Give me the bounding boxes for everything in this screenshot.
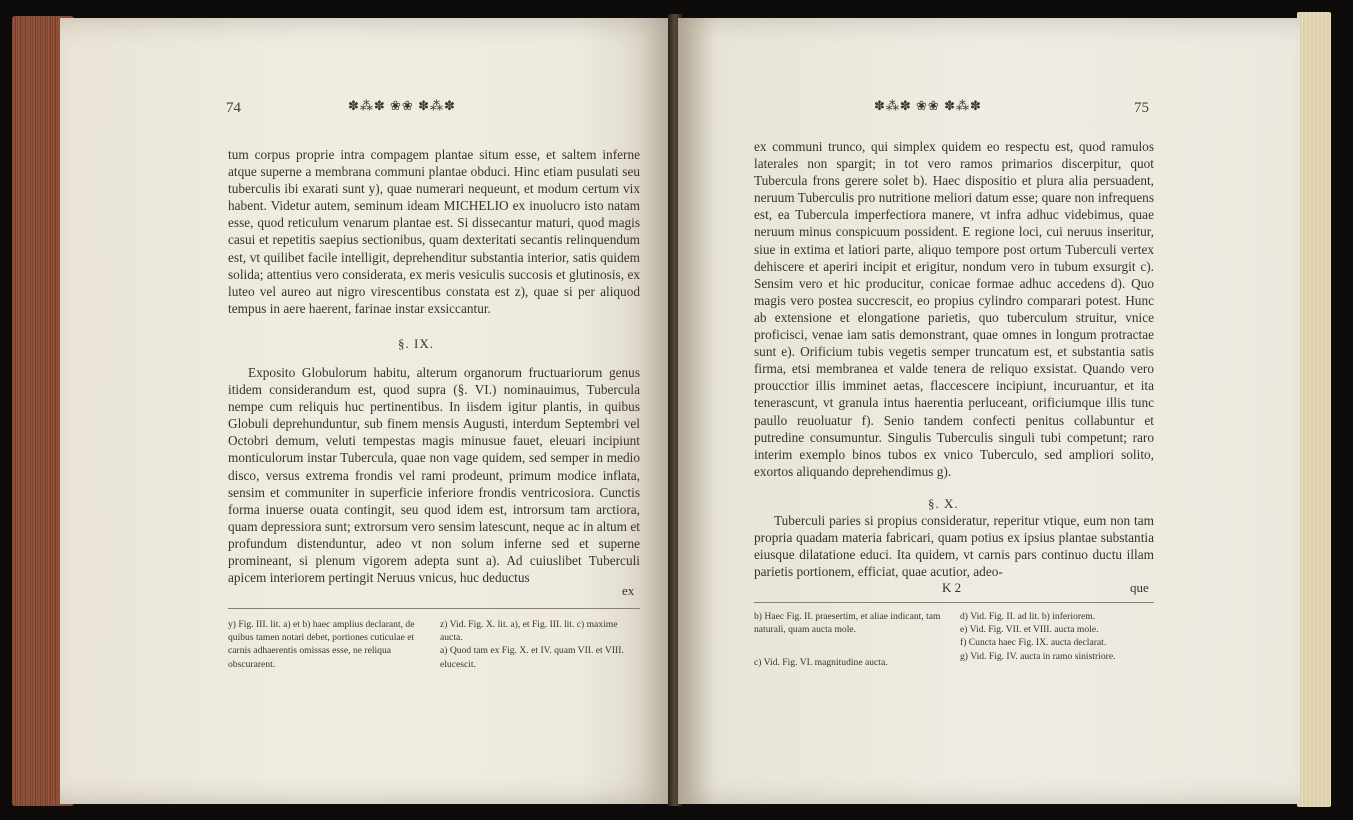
footnote: g) Vid. Fig. IV. aucta in ramo sinistriore. <box>960 650 1116 662</box>
left-text-block-2 <box>228 364 640 586</box>
right-header <box>678 100 1300 122</box>
left-page-number: 74 <box>226 100 241 116</box>
footnote: b) Haec Fig. II. praesertim, et aliae indicant, tam naturali, quam aucta mole. <box>754 611 941 636</box>
footnotes-left-column <box>754 610 944 670</box>
paragraph: tum corpus proprie intra compagem plantae situm esse, et saltem inferne atque superne a membrana communi plantae obduci. Hinc etiam pusulati seu tuberculis ibi exarati sunt y), quae numerari nequeunt, et modum certum vix habent. Videtur autem, seminum ideam MICHELIO ex inuolucro isto natam esse, quod reticulum venarum plantae est. Si dissecantur maturi, quod magis casui et repetitis saepius sectionibus, quam dexteritati secantis relinquendum est, vt quilibet facile intelligit, deprehenditur substantia interior, satis quidem solida; attentius vero considerata, ex meris vesiculis succosis et glutinosis, ex luteo vel aureo aut nigro virescentibus constata est z), quae si per aliquod tempus in aere haerent, farinae instar exsiccantur. <box>228 147 640 316</box>
right-page <box>678 18 1300 804</box>
signature-mark: K 2 <box>942 580 962 595</box>
footnote: y) Fig. III. lit. a) et b) haec amplius declarant, de quibus tamen notari debet, portiones cuticulae et carnis adhaerentis omissas esse, ne reliqua obscurarent. <box>228 619 415 670</box>
left-page <box>60 18 672 804</box>
paragraph: Tuberculi paries si propius consideratur, reperitur vtique, eum non tam propria quadam materia fabricari, quam potius ex ipsius plantae substantia eiusque dilatatione educi. Ita quidem, vt carnis pars continuo ductu illam parietis portionem, efficiat, quae acutior, adeo- <box>754 513 1154 580</box>
footnote: a) Quod tam ex Fig. X. et IV. quam VII. et VIII. elucescit. <box>440 645 624 670</box>
footnote-rule <box>754 602 1154 603</box>
ornament-icon: ✽⁂✽ ❀❀ ✽⁂✽ <box>348 98 456 113</box>
footnote: z) Vid. Fig. X. lit. a), et Fig. III. lit. c) maxime aucta. <box>440 619 618 644</box>
ornament-icon: ✽⁂✽ ❀❀ ✽⁂✽ <box>874 98 982 113</box>
right-page-number: 75 <box>1134 100 1149 116</box>
section-heading: §. IX. <box>398 336 434 351</box>
left-header <box>60 100 672 122</box>
footnotes-left-column <box>228 618 424 671</box>
catchword: ex <box>622 583 635 598</box>
section-heading: §. X. <box>928 496 959 511</box>
right-text-block-2 <box>754 512 1154 580</box>
footnote: c) Vid. Fig. VI. magnitudine aucta. <box>754 657 888 669</box>
paragraph: ex communi trunco, qui simplex quidem eo respectu est, quod ramulos laterales non spargit; in tot vero ramos primarios discerpitur, quot Tubercula frons gerere solet b). Haec dispositio et plura alia persuadent, neruum Tuberculis pro nutritione meliori datum esse; quare non infrequens est, ea Tubercula imperfectiora manere, vt infra adhuc videbimus, quae neruum minus conspicuum possident. E regione loci, cui neruus inseritur, siue in extima et latiori parte, aliquo tempore post ortum Tuberculi vertex dehiscere et aperiri incipit et erigitur, nondum vero in tubum exsurgit c). Sensim vero et hic producitur, conicae formae adhuc accedens d). Quo magis vero postea succrescit, eo propius cylindro comparari potest. Hunc ab extensione et elongatione parietis, quo tuberculum struitur, vnice proficisci, venae iam satis demonstrant, quae omnes in longum protractae sunt e). Orificium tubis vegetis semper truncatum est, et substantia satis firma, etsi membranea et valde tenera de reliquo exsistat. Quando vero proucctior illis imminet aetas, flaccescere incipiunt, incuruantur, et ita tenerascunt, vt granula intus haerentia perluceant, orificiumque illis tunc paullo reuoluatur f). Senio tandem confecti penitus collabuntur et putredine consumuntur. Singulis Tuberculis singuli tubi competunt; raro interim exemplo binos tubos ex vnico Tuberculo, sed ampliori solito, exortos aliquando deprehendimus g). <box>754 139 1154 479</box>
footnote-rule <box>228 608 640 609</box>
catchword: que <box>1130 580 1149 595</box>
footnote: d) Vid. Fig. II. ad lit. b) inferiorem. <box>960 611 1096 622</box>
left-text-block <box>228 146 640 317</box>
footnotes-right-column <box>440 618 640 671</box>
footnote: f) Cuncta haec Fig. IX. aucta declarat. <box>960 637 1107 649</box>
right-text-block <box>754 138 1154 480</box>
paragraph: Exposito Globulorum habitu, alterum organorum fructuariorum genus itidem considerandum est, quod supra (§. VI.) nominauimus, Tubercula nempe cum reliquis huc pertinentibus. In iisdem igitur plantis, in quibus Globuli deprehunduntur, sub finem mensis Augusti, interdum Septembri vel Octobri demum, veluti tempestas magis minusue fauet, eleuari incipiunt monticulorum instar Tubercula, quae non vage quidem, sed semper in medio disco, versus extrema frondis vel rami prodeunt, primum modice inflata, sensim et communiter in superficie inferiore frondis ventricosiora. Cunctis forma inuerse ouata contingit, seu quod idem est, introrsum tam arctiora, quam depressiora sunt; extrorsum vero sensim latescunt, neque ac in altum et profundum distenduntur, adeo vt non solum inferne sed et superne promineant, si plenum vigorem adepta sunt a). Ad cuiuslibet Tuberculi apicem interiorem pertingit Neruus vnicus, huc deductus <box>228 365 640 586</box>
footnotes-right-column <box>960 610 1156 663</box>
footnote: e) Vid. Fig. VII. et VIII. aucta mole. <box>960 624 1099 636</box>
right-page-edges <box>1297 12 1331 807</box>
